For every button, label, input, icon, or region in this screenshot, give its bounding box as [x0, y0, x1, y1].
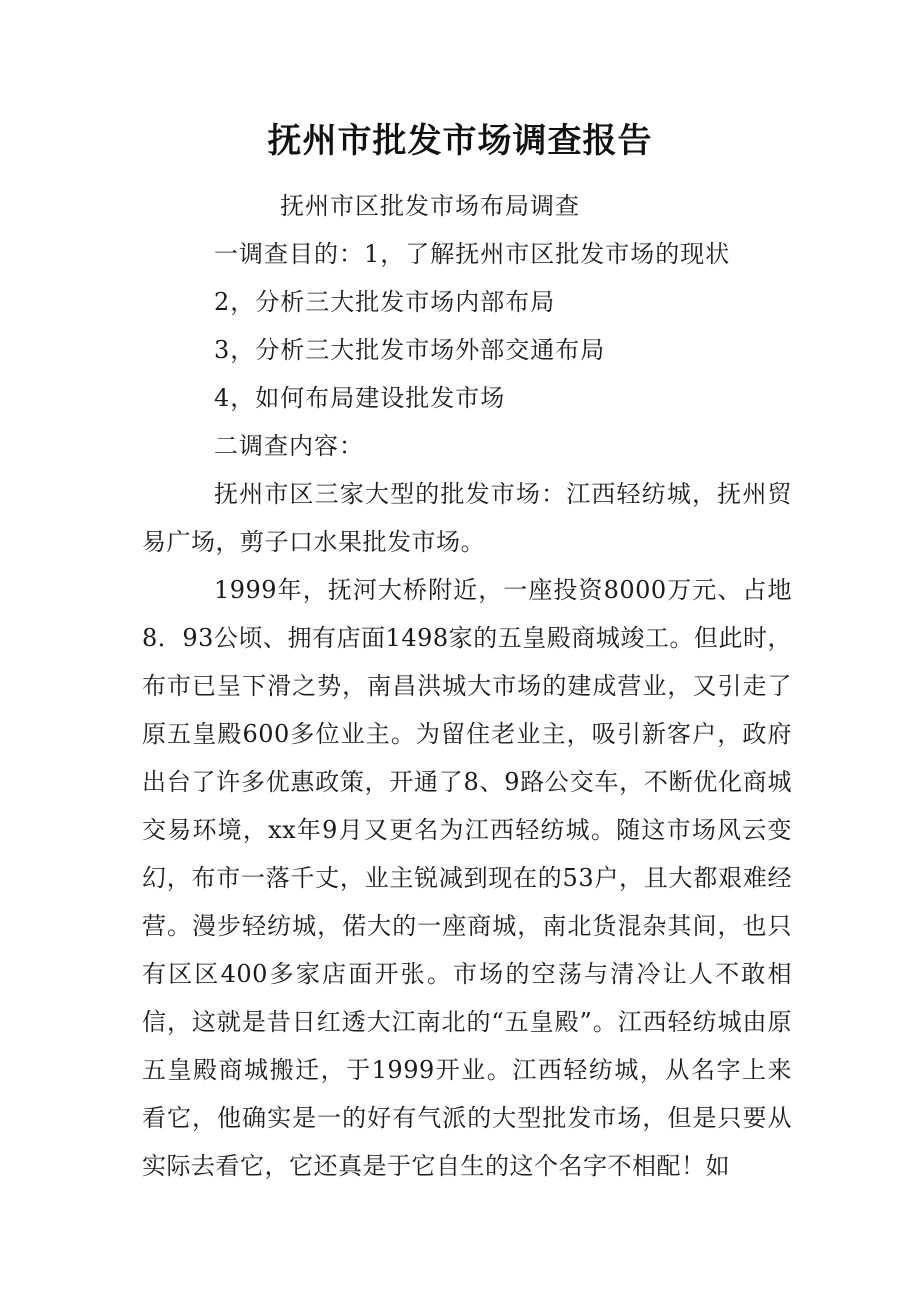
paragraph-history: 1999年，抚河大桥附近，一座投资8000万元、占地8．93公顷、拥有店面1498家的五皇殿商城竣工。但此时，布市已呈下滑之势，南昌洪城大市场的建成营业，又引走了原五皇殿600多位业主。为留住老业主，吸引新客户，政府出台了许多优惠政策，开通了8、9路公交车，不断优化商城交易环境，xx年9月又更名为江西轻纺城。随这市场风云变幻，布市一落千丈，业主锐减到现在的53户，且大都艰难经营。漫步轻纺城，偌大的一座商城，南北货混杂其间，也只有区区400多家店面开张。市场的空荡与清冷让人不敢相信，这就是昔日红透大江南北的“五皇殿”。江西轻纺城由原五皇殿商城搬迁，于1999开业。江西轻纺城，从名字上来看它，他确实是一的好有气派的大型批发市场，但是只要从实际去看它，它还真是于它自生的这个名字不相配！如	[142, 576, 792, 1180]
purpose-item-4: 4，如何布局建设批发市场	[214, 384, 506, 412]
subtitle: 抚州市区批发市场布局调查	[280, 192, 580, 220]
section-heading-content: 二调查内容：	[214, 432, 364, 460]
purpose-item-2: 2，分析三大批发市场内部布局	[214, 288, 556, 316]
paragraph-markets: 抚州市区三家大型的批发市场：江西轻纺城，抚州贸易广场，剪子口水果批发市场。	[142, 480, 792, 556]
purpose-item-3: 3，分析三大批发市场外部交通布局	[214, 336, 606, 364]
document-title: 抚州市批发市场调查报告	[267, 121, 653, 161]
purpose-line: 一调查目的：1，了解抚州市区批发市场的现状	[214, 240, 731, 268]
